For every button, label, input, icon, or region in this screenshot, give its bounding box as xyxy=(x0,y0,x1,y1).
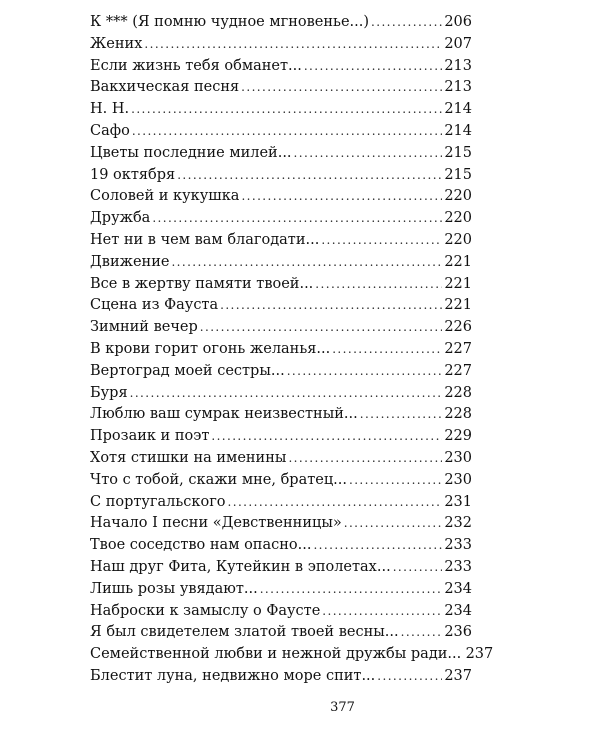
toc-entry-title: Я был свидетелем златой твоей весны... xyxy=(90,624,399,641)
toc-leader-dots xyxy=(241,77,442,99)
toc-entry-page: 220 xyxy=(444,188,472,205)
toc-entry-title: Если жизнь тебя обманет... xyxy=(90,57,302,74)
toc-entry-title: Прозаик и поэт xyxy=(90,428,210,445)
toc-entry-page: 229 xyxy=(444,428,472,445)
toc-entry-title: Вертоград моей сестры... xyxy=(90,362,285,379)
toc-entry-title: Семейственной любви и нежной дружбы ради... xyxy=(90,646,462,663)
toc-entry-title: Дружба xyxy=(90,210,151,227)
toc-leader-dots xyxy=(132,121,442,143)
toc-entry-title: В крови горит огонь желанья... xyxy=(90,340,331,357)
toc-leader-dots xyxy=(344,513,442,535)
toc-leader-dots xyxy=(393,557,442,579)
toc-leader-dots xyxy=(228,492,442,514)
toc-entry-title: Все в жертву памяти твоей... xyxy=(90,275,314,292)
toc-entry-title: Движение xyxy=(90,253,170,270)
toc-entry-page: 232 xyxy=(444,515,472,532)
toc-entry-title: Буря xyxy=(90,384,128,401)
toc-entry xyxy=(90,77,472,99)
toc-entry-title: К *** (Я помню чудное мгновенье...) xyxy=(90,14,370,30)
toc-leader-dots xyxy=(360,404,442,426)
toc-entry-page: 220 xyxy=(444,231,472,248)
toc-entry-title: Твое соседство нам опасно... xyxy=(90,537,312,554)
toc-entry-page: 227 xyxy=(444,362,472,379)
toc-leader-dots xyxy=(304,56,442,78)
toc-leader-dots xyxy=(322,601,442,623)
toc-entry xyxy=(90,426,472,448)
toc-leader-dots xyxy=(220,295,442,317)
toc-entry-title: Цветы последние милей... xyxy=(90,144,292,161)
toc-entry-page: 237 xyxy=(465,646,494,663)
toc-entry xyxy=(90,121,472,143)
toc-entry xyxy=(90,56,472,78)
toc-entry-page: 227 xyxy=(444,340,472,357)
toc-entry-page: 215 xyxy=(444,144,472,161)
toc-entry-title: Что с тобой, скажи мне, братец... xyxy=(90,471,347,488)
toc-entry xyxy=(90,252,472,274)
toc-entry-page: 233 xyxy=(444,558,472,575)
toc-entry xyxy=(90,557,472,579)
toc-entry-page: 221 xyxy=(444,297,472,314)
toc-leader-dots xyxy=(130,383,442,405)
toc-entry xyxy=(90,295,472,317)
toc-entry xyxy=(90,404,472,426)
toc-entry xyxy=(90,513,472,535)
toc-entry-title: Хотя стишки на именины xyxy=(90,449,287,466)
table-of-contents xyxy=(90,12,494,688)
toc-leader-dots xyxy=(177,165,442,187)
toc-entry-title: Жених xyxy=(90,35,143,52)
toc-entry xyxy=(90,448,472,470)
toc-leader-dots xyxy=(288,448,442,470)
toc-entry-title: Лишь розы увядают... xyxy=(90,580,258,597)
toc-entry xyxy=(90,143,472,165)
toc-entry xyxy=(90,186,472,208)
toc-entry-page: 207 xyxy=(444,35,472,52)
toc-entry xyxy=(90,666,472,688)
toc-leader-dots xyxy=(144,34,442,56)
toc-leader-dots xyxy=(315,274,442,296)
toc-entry-page: 234 xyxy=(444,580,472,597)
toc-entry-title: Зимний вечер xyxy=(90,319,198,336)
toc-leader-dots xyxy=(332,339,442,361)
toc-entry-page: 234 xyxy=(444,602,472,619)
toc-entry-page: 237 xyxy=(444,667,472,684)
toc-entry xyxy=(90,165,472,187)
toc-entry-page: 230 xyxy=(444,449,472,466)
toc-entry-page: 231 xyxy=(444,493,472,510)
toc-entry-page: 228 xyxy=(444,384,472,401)
toc-entry-page: 214 xyxy=(444,101,472,118)
toc-entry xyxy=(90,339,472,361)
toc-entry-page: 233 xyxy=(444,537,472,554)
toc-entry xyxy=(90,361,472,383)
toc-entry-page: 230 xyxy=(444,471,472,488)
toc-entry-title: Вакхическая песня xyxy=(90,79,240,96)
toc-entry-page: 215 xyxy=(444,166,472,183)
toc-entry-title: Н. Н. xyxy=(90,101,130,118)
toc-entry-title: С португальского xyxy=(90,493,226,510)
toc-entry xyxy=(90,99,472,121)
toc-entry xyxy=(90,230,472,252)
toc-entry-page: 226 xyxy=(444,319,472,336)
toc-entry-page: 221 xyxy=(444,275,472,292)
toc-entry-title: Сцена из Фауста xyxy=(90,297,219,314)
toc-entry xyxy=(90,274,472,296)
toc-entry-title: Начало I песни «Девственницы» xyxy=(90,515,342,532)
toc-entry-title: Наш друг Фита, Кутейкин в эполетах... xyxy=(90,558,391,575)
toc-entry-title: 19 октября xyxy=(90,166,176,183)
toc-entry xyxy=(90,34,472,56)
toc-entry xyxy=(90,492,472,514)
toc-entry-page: 221 xyxy=(444,253,472,270)
toc-entry xyxy=(90,644,494,666)
toc-entry-page: 236 xyxy=(444,624,472,641)
toc-entry xyxy=(90,208,472,230)
toc-leader-dots xyxy=(349,470,442,492)
toc-leader-dots xyxy=(313,535,442,557)
toc-entry-page: 220 xyxy=(444,210,472,227)
toc-entry-page: 213 xyxy=(444,57,472,74)
toc-entry-page: 213 xyxy=(444,79,472,96)
toc-entry-title: Наброски к замыслу о Фаусте xyxy=(90,602,321,619)
toc-entry xyxy=(90,317,472,339)
toc-leader-dots xyxy=(241,186,442,208)
toc-entry xyxy=(90,470,472,492)
toc-entry xyxy=(90,383,472,405)
toc-entry xyxy=(90,622,472,644)
toc-entry-title: Сафо xyxy=(90,122,130,139)
toc-entry-title: Блестит луна, недвижно море спит... xyxy=(90,667,376,684)
toc-leader-dots xyxy=(200,317,442,339)
toc-entry-title: Люблю ваш сумрак неизвестный... xyxy=(90,406,358,423)
toc-entry-page: 228 xyxy=(444,406,472,423)
toc-entry-page: 206 xyxy=(444,14,472,30)
toc-leader-dots xyxy=(171,252,442,274)
toc-leader-dots xyxy=(401,622,442,644)
toc-entry-title: Нет ни в чем вам благодати... xyxy=(90,231,320,248)
toc-leader-dots xyxy=(294,143,442,165)
toc-entry xyxy=(90,535,472,557)
toc-entry xyxy=(90,601,472,623)
toc-leader-dots xyxy=(321,230,442,252)
toc-entry-page: 214 xyxy=(444,122,472,139)
toc-entry-title: Соловей и кукушка xyxy=(90,188,240,205)
toc-entry xyxy=(90,579,472,601)
toc-leader-dots xyxy=(371,12,442,34)
toc-leader-dots xyxy=(152,208,442,230)
toc-leader-dots xyxy=(377,666,442,688)
toc-leader-dots xyxy=(260,579,442,601)
toc-leader-dots xyxy=(287,361,442,383)
toc-leader-dots xyxy=(211,426,442,448)
toc-entry xyxy=(90,12,472,34)
toc-leader-dots xyxy=(131,99,442,121)
page-number: 377 xyxy=(330,700,355,715)
